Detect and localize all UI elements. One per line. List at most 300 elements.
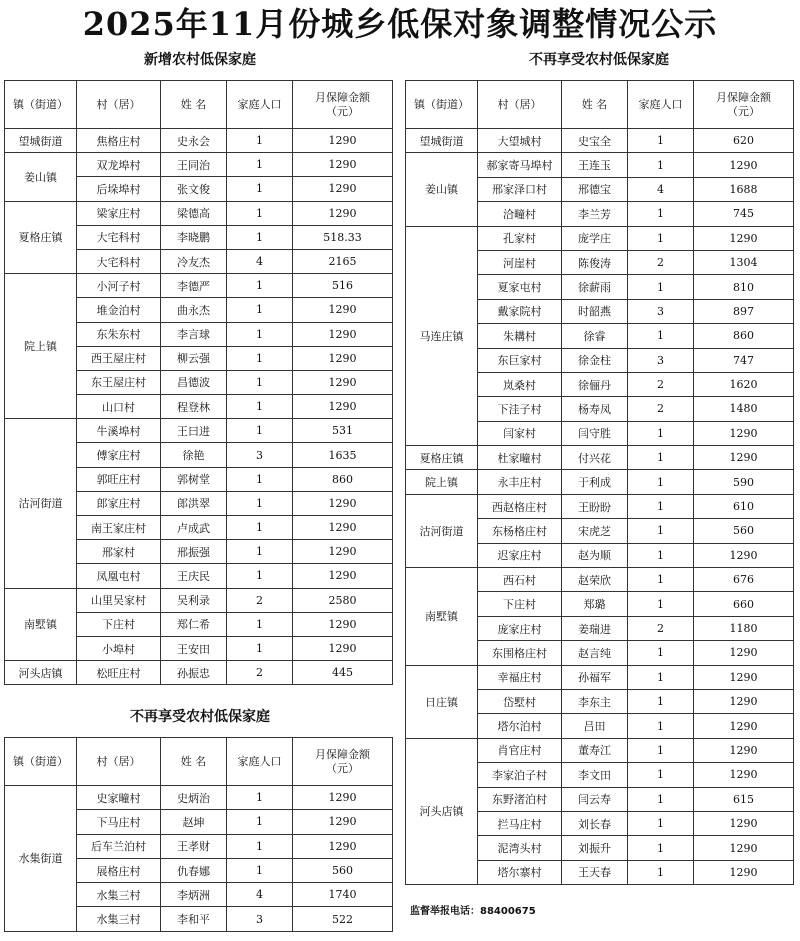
village-cell: 邢家泽口村	[478, 177, 562, 201]
village-cell: 下洼子村	[478, 397, 562, 421]
village-cell: 塔尔泊村	[478, 714, 562, 738]
name-cell: 郑璐	[562, 592, 628, 616]
village-cell: 西赵格庄村	[478, 494, 562, 518]
village-cell: 戴家院村	[478, 299, 562, 323]
town-cell: 南墅镇	[5, 588, 77, 661]
monthly-amount-cell: 1290	[293, 636, 393, 660]
column-header: 村（居）	[478, 81, 562, 129]
village-cell: 塔尔寨村	[478, 860, 562, 884]
monthly-amount-cell: 1740	[293, 883, 393, 907]
monthly-amount-cell: 1290	[293, 810, 393, 834]
village-cell: 下庄村	[77, 612, 161, 636]
monthly-amount-cell: 1290	[694, 811, 794, 835]
hotline-note: 监督举报电话：88400675	[410, 906, 536, 917]
name-cell: 张文俊	[161, 177, 227, 201]
household-size-cell: 1	[227, 786, 293, 810]
name-cell: 李言球	[161, 322, 227, 346]
village-cell: 河崖村	[478, 250, 562, 274]
village-cell: 永丰庄村	[478, 470, 562, 494]
village-cell: 水集三村	[77, 907, 161, 931]
name-cell: 邢德宝	[562, 177, 628, 201]
village-cell: 小埠村	[77, 636, 161, 660]
name-cell: 孙福军	[562, 665, 628, 689]
household-size-cell: 3	[227, 907, 293, 931]
monthly-amount-cell: 620	[694, 129, 794, 153]
town-cell: 院上镇	[406, 470, 478, 494]
household-size-cell: 1	[227, 834, 293, 858]
household-size-cell: 1	[628, 738, 694, 762]
household-size-cell: 1	[227, 540, 293, 564]
household-size-cell: 1	[628, 714, 694, 738]
name-cell: 赵荣欣	[562, 568, 628, 592]
village-cell: 展格庄村	[77, 858, 161, 882]
household-size-cell: 1	[227, 322, 293, 346]
monthly-amount-cell: 1290	[293, 346, 393, 370]
household-size-cell: 4	[227, 249, 293, 273]
name-cell: 闫云寿	[562, 787, 628, 811]
village-cell: 孔家村	[478, 226, 562, 250]
name-cell: 徐俪丹	[562, 372, 628, 396]
town-cell: 河头店镇	[406, 738, 478, 884]
monthly-amount-cell: 1290	[293, 395, 393, 419]
household-size-cell: 1	[628, 153, 694, 177]
household-size-cell: 1	[227, 274, 293, 298]
monthly-amount-cell: 1290	[293, 491, 393, 515]
monthly-amount-cell: 897	[694, 299, 794, 323]
village-cell: 牛溪埠村	[77, 419, 161, 443]
name-cell: 程登林	[161, 395, 227, 419]
name-cell: 孙振忠	[161, 661, 227, 685]
village-cell: 傅家庄村	[77, 443, 161, 467]
household-size-cell: 3	[227, 443, 293, 467]
village-cell: 杜家疃村	[478, 446, 562, 470]
village-cell: 迟家庄村	[478, 543, 562, 567]
monthly-amount-cell: 2165	[293, 249, 393, 273]
removed-lowincome-table-right	[405, 80, 794, 885]
town-cell: 河头店镇	[5, 661, 77, 685]
village-cell: 闫家村	[478, 421, 562, 445]
name-cell: 董寿江	[562, 738, 628, 762]
monthly-amount-cell: 747	[694, 348, 794, 372]
monthly-amount-cell: 1290	[694, 763, 794, 787]
household-size-cell: 1	[628, 689, 694, 713]
table-row	[406, 226, 794, 250]
household-size-cell: 2	[628, 372, 694, 396]
column-header: 姓 名	[562, 81, 628, 129]
household-size-cell: 1	[628, 519, 694, 543]
village-cell: 西石村	[478, 568, 562, 592]
village-cell: 大宅科村	[77, 225, 161, 249]
name-cell: 李兰芳	[562, 202, 628, 226]
table-row	[5, 153, 393, 177]
household-size-cell: 1	[227, 129, 293, 153]
monthly-amount-cell: 1290	[293, 564, 393, 588]
monthly-amount-cell: 1290	[694, 738, 794, 762]
monthly-amount-cell: 745	[694, 202, 794, 226]
monthly-amount-cell: 1688	[694, 177, 794, 201]
monthly-amount-cell: 615	[694, 787, 794, 811]
monthly-amount-cell: 560	[694, 519, 794, 543]
table-row	[5, 661, 393, 685]
column-header: 月保障金额 （元）	[694, 81, 794, 129]
name-cell: 邢振强	[161, 540, 227, 564]
column-header: 村（居）	[77, 81, 161, 129]
table-row	[5, 274, 393, 298]
name-cell: 庞学庄	[562, 226, 628, 250]
monthly-amount-cell: 810	[694, 275, 794, 299]
column-header: 镇（街道）	[406, 81, 478, 129]
monthly-amount-cell: 1290	[293, 370, 393, 394]
name-cell: 陈俊涛	[562, 250, 628, 274]
town-cell: 沽河街道	[406, 494, 478, 567]
household-size-cell: 1	[628, 494, 694, 518]
household-size-cell: 1	[628, 763, 694, 787]
monthly-amount-cell: 660	[694, 592, 794, 616]
table-row	[5, 588, 393, 612]
household-size-cell: 1	[227, 225, 293, 249]
name-cell: 冷友杰	[161, 249, 227, 273]
household-size-cell: 1	[227, 810, 293, 834]
household-size-cell: 1	[227, 395, 293, 419]
name-cell: 王盼盼	[562, 494, 628, 518]
monthly-amount-cell: 1290	[694, 860, 794, 884]
village-cell: 山口村	[77, 395, 161, 419]
name-cell: 卢成武	[161, 516, 227, 540]
monthly-amount-cell: 1180	[694, 616, 794, 640]
monthly-amount-cell: 676	[694, 568, 794, 592]
monthly-amount-cell: 860	[694, 324, 794, 348]
monthly-amount-cell: 560	[293, 858, 393, 882]
household-size-cell: 1	[628, 226, 694, 250]
monthly-amount-cell: 860	[293, 467, 393, 491]
monthly-amount-cell: 1290	[694, 641, 794, 665]
village-cell: 东野渚泊村	[478, 787, 562, 811]
name-cell: 刘长春	[562, 811, 628, 835]
town-cell: 望城街道	[406, 129, 478, 153]
monthly-amount-cell: 522	[293, 907, 393, 931]
town-cell: 夏格庄镇	[5, 201, 77, 274]
monthly-amount-cell: 1290	[293, 322, 393, 346]
name-cell: 刘振升	[562, 836, 628, 860]
household-size-cell: 1	[628, 568, 694, 592]
table-title-removed-left: 不再享受农村低保家庭	[130, 709, 270, 725]
name-cell: 王安田	[161, 636, 227, 660]
household-size-cell: 1	[628, 592, 694, 616]
name-cell: 赵坤	[161, 810, 227, 834]
monthly-amount-cell: 1290	[694, 153, 794, 177]
name-cell: 闫守胜	[562, 421, 628, 445]
village-cell: 郎家庄村	[77, 491, 161, 515]
name-cell: 吴利录	[161, 588, 227, 612]
monthly-amount-cell: 445	[293, 661, 393, 685]
name-cell: 郎洪翠	[161, 491, 227, 515]
village-cell: 洽疃村	[478, 202, 562, 226]
header-row	[406, 81, 794, 129]
table-row	[5, 129, 393, 153]
monthly-amount-cell: 1290	[293, 177, 393, 201]
removed-lowincome-table-left	[4, 737, 393, 932]
village-cell: 松旺庄村	[77, 661, 161, 685]
monthly-amount-cell: 1290	[694, 421, 794, 445]
household-size-cell: 2	[628, 397, 694, 421]
name-cell: 时韶燕	[562, 299, 628, 323]
town-cell: 姜山镇	[5, 153, 77, 201]
monthly-amount-cell: 531	[293, 419, 393, 443]
village-cell: 邢家村	[77, 540, 161, 564]
village-cell: 郭旺庄村	[77, 467, 161, 491]
column-header: 姓 名	[161, 81, 227, 129]
name-cell: 史宝全	[562, 129, 628, 153]
village-cell: 堆金泊村	[77, 298, 161, 322]
name-cell: 赵言纯	[562, 641, 628, 665]
household-size-cell: 1	[628, 275, 694, 299]
table-title-new: 新增农村低保家庭	[144, 52, 256, 68]
monthly-amount-cell: 1290	[293, 516, 393, 540]
name-cell: 李晓鹏	[161, 225, 227, 249]
column-header: 镇（街道）	[5, 738, 77, 786]
village-cell: 岱墅村	[478, 689, 562, 713]
name-cell: 王庆民	[161, 564, 227, 588]
monthly-amount-cell: 1290	[694, 446, 794, 470]
village-cell: 幸福庄村	[478, 665, 562, 689]
household-size-cell: 1	[227, 370, 293, 394]
village-cell: 庞家庄村	[478, 616, 562, 640]
village-cell: 后垛埠村	[77, 177, 161, 201]
column-header: 月保障金额 （元）	[293, 81, 393, 129]
name-cell: 王天春	[562, 860, 628, 884]
name-cell: 梁德高	[161, 201, 227, 225]
header-row	[5, 738, 393, 786]
table-row	[406, 665, 794, 689]
monthly-amount-cell: 1290	[694, 665, 794, 689]
name-cell: 郭树堂	[161, 467, 227, 491]
monthly-amount-cell: 1290	[694, 836, 794, 860]
header-row	[5, 81, 393, 129]
column-header: 村（居）	[77, 738, 161, 786]
name-cell: 李和平	[161, 907, 227, 931]
monthly-amount-cell: 1290	[293, 786, 393, 810]
household-size-cell: 3	[628, 299, 694, 323]
town-cell: 沽河街道	[5, 419, 77, 588]
table-row	[406, 153, 794, 177]
village-cell: 东巨家村	[478, 348, 562, 372]
monthly-amount-cell: 1290	[694, 714, 794, 738]
town-cell: 南墅镇	[406, 568, 478, 666]
name-cell: 李东主	[562, 689, 628, 713]
name-cell: 徐薪雨	[562, 275, 628, 299]
household-size-cell: 1	[628, 665, 694, 689]
monthly-amount-cell: 1290	[293, 834, 393, 858]
name-cell: 杨寿凤	[562, 397, 628, 421]
household-size-cell: 1	[628, 787, 694, 811]
village-cell: 下马庄村	[77, 810, 161, 834]
column-header: 姓 名	[161, 738, 227, 786]
name-cell: 仇春娜	[161, 858, 227, 882]
village-cell: 李家泊子村	[478, 763, 562, 787]
village-cell: 东朱东村	[77, 322, 161, 346]
monthly-amount-cell: 1635	[293, 443, 393, 467]
table-row	[5, 786, 393, 810]
village-cell: 大望城村	[478, 129, 562, 153]
village-cell: 夏家屯村	[478, 275, 562, 299]
village-cell: 朱耩村	[478, 324, 562, 348]
table-row	[5, 419, 393, 443]
town-cell: 日庄镇	[406, 665, 478, 738]
household-size-cell: 1	[628, 202, 694, 226]
monthly-amount-cell: 2580	[293, 588, 393, 612]
column-header: 家庭人口	[227, 738, 293, 786]
name-cell: 李炳洲	[161, 883, 227, 907]
village-cell: 拦马庄村	[478, 811, 562, 835]
town-cell: 水集街道	[5, 786, 77, 932]
table-row	[406, 568, 794, 592]
monthly-amount-cell: 1290	[694, 226, 794, 250]
monthly-amount-cell: 516	[293, 274, 393, 298]
village-cell: 下庄村	[478, 592, 562, 616]
village-cell: 小河子村	[77, 274, 161, 298]
table-row	[406, 470, 794, 494]
household-size-cell: 1	[227, 153, 293, 177]
village-cell: 东王屋庄村	[77, 370, 161, 394]
household-size-cell: 1	[628, 836, 694, 860]
village-cell: 西王屋庄村	[77, 346, 161, 370]
name-cell: 付兴花	[562, 446, 628, 470]
village-cell: 岚桑村	[478, 372, 562, 396]
name-cell: 王曰进	[161, 419, 227, 443]
name-cell: 吕田	[562, 714, 628, 738]
household-size-cell: 4	[227, 883, 293, 907]
household-size-cell: 2	[227, 588, 293, 612]
name-cell: 王连玉	[562, 153, 628, 177]
household-size-cell: 1	[628, 811, 694, 835]
town-cell: 望城街道	[5, 129, 77, 153]
monthly-amount-cell: 1290	[293, 612, 393, 636]
name-cell: 郑仁希	[161, 612, 227, 636]
name-cell: 于利成	[562, 470, 628, 494]
household-size-cell: 1	[628, 470, 694, 494]
household-size-cell: 1	[227, 516, 293, 540]
table-row	[406, 129, 794, 153]
village-cell: 焦格庄村	[77, 129, 161, 153]
name-cell: 徐睿	[562, 324, 628, 348]
name-cell: 史炳治	[161, 786, 227, 810]
household-size-cell: 2	[628, 250, 694, 274]
household-size-cell: 1	[227, 467, 293, 491]
name-cell: 柳云强	[161, 346, 227, 370]
village-cell: 双龙埠村	[77, 153, 161, 177]
name-cell: 宋虎芝	[562, 519, 628, 543]
town-cell: 院上镇	[5, 274, 77, 419]
name-cell: 王同治	[161, 153, 227, 177]
household-size-cell: 1	[227, 858, 293, 882]
name-cell: 史永会	[161, 129, 227, 153]
household-size-cell: 1	[227, 419, 293, 443]
village-cell: 后车兰泊村	[77, 834, 161, 858]
village-cell: 水集三村	[77, 883, 161, 907]
table-title-removed-right: 不再享受农村低保家庭	[529, 52, 669, 68]
household-size-cell: 1	[628, 641, 694, 665]
town-cell: 马连庄镇	[406, 226, 478, 446]
name-cell: 李文田	[562, 763, 628, 787]
town-cell: 夏格庄镇	[406, 446, 478, 470]
village-cell: 大宅科村	[77, 249, 161, 273]
table-row	[5, 201, 393, 225]
village-cell: 东杨格庄村	[478, 519, 562, 543]
household-size-cell: 2	[628, 616, 694, 640]
household-size-cell: 1	[227, 346, 293, 370]
household-size-cell: 1	[227, 564, 293, 588]
name-cell: 曲永杰	[161, 298, 227, 322]
page-title: 2025年11月份城乡低保对象调整情况公示	[82, 5, 718, 43]
town-cell: 姜山镇	[406, 153, 478, 226]
column-header: 家庭人口	[628, 81, 694, 129]
household-size-cell: 1	[628, 446, 694, 470]
household-size-cell: 2	[227, 661, 293, 685]
monthly-amount-cell: 1480	[694, 397, 794, 421]
monthly-amount-cell: 1290	[293, 540, 393, 564]
monthly-amount-cell: 1290	[293, 153, 393, 177]
household-size-cell: 1	[628, 129, 694, 153]
table-row	[406, 446, 794, 470]
table-row	[406, 494, 794, 518]
name-cell: 李德严	[161, 274, 227, 298]
monthly-amount-cell: 610	[694, 494, 794, 518]
monthly-amount-cell: 1290	[293, 201, 393, 225]
household-size-cell: 1	[227, 177, 293, 201]
household-size-cell: 4	[628, 177, 694, 201]
name-cell: 徐金柱	[562, 348, 628, 372]
monthly-amount-cell: 1290	[293, 129, 393, 153]
monthly-amount-cell: 1290	[694, 689, 794, 713]
household-size-cell: 1	[227, 612, 293, 636]
household-size-cell: 1	[628, 324, 694, 348]
household-size-cell: 1	[628, 421, 694, 445]
household-size-cell: 1	[227, 491, 293, 515]
village-cell: 郝家寄马埠村	[478, 153, 562, 177]
monthly-amount-cell: 1620	[694, 372, 794, 396]
village-cell: 史家疃村	[77, 786, 161, 810]
monthly-amount-cell: 1304	[694, 250, 794, 274]
monthly-amount-cell: 590	[694, 470, 794, 494]
village-cell: 东围格庄村	[478, 641, 562, 665]
table-row	[406, 738, 794, 762]
monthly-amount-cell: 1290	[694, 543, 794, 567]
village-cell: 山里吴家村	[77, 588, 161, 612]
new-lowincome-table	[4, 80, 393, 685]
monthly-amount-cell: 518.33	[293, 225, 393, 249]
household-size-cell: 3	[628, 348, 694, 372]
village-cell: 凤凰屯村	[77, 564, 161, 588]
village-cell: 南王家庄村	[77, 516, 161, 540]
name-cell: 徐艳	[161, 443, 227, 467]
column-header: 家庭人口	[227, 81, 293, 129]
village-cell: 泥湾头村	[478, 836, 562, 860]
household-size-cell: 1	[628, 543, 694, 567]
household-size-cell: 1	[227, 298, 293, 322]
household-size-cell: 1	[628, 860, 694, 884]
name-cell: 姜瑞进	[562, 616, 628, 640]
column-header: 月保障金额 （元）	[293, 738, 393, 786]
village-cell: 梁家庄村	[77, 201, 161, 225]
village-cell: 肖官庄村	[478, 738, 562, 762]
monthly-amount-cell: 1290	[293, 298, 393, 322]
name-cell: 王孝财	[161, 834, 227, 858]
name-cell: 昌德波	[161, 370, 227, 394]
name-cell: 赵为顺	[562, 543, 628, 567]
household-size-cell: 1	[227, 201, 293, 225]
column-header: 镇（街道）	[5, 81, 77, 129]
household-size-cell: 1	[227, 636, 293, 660]
